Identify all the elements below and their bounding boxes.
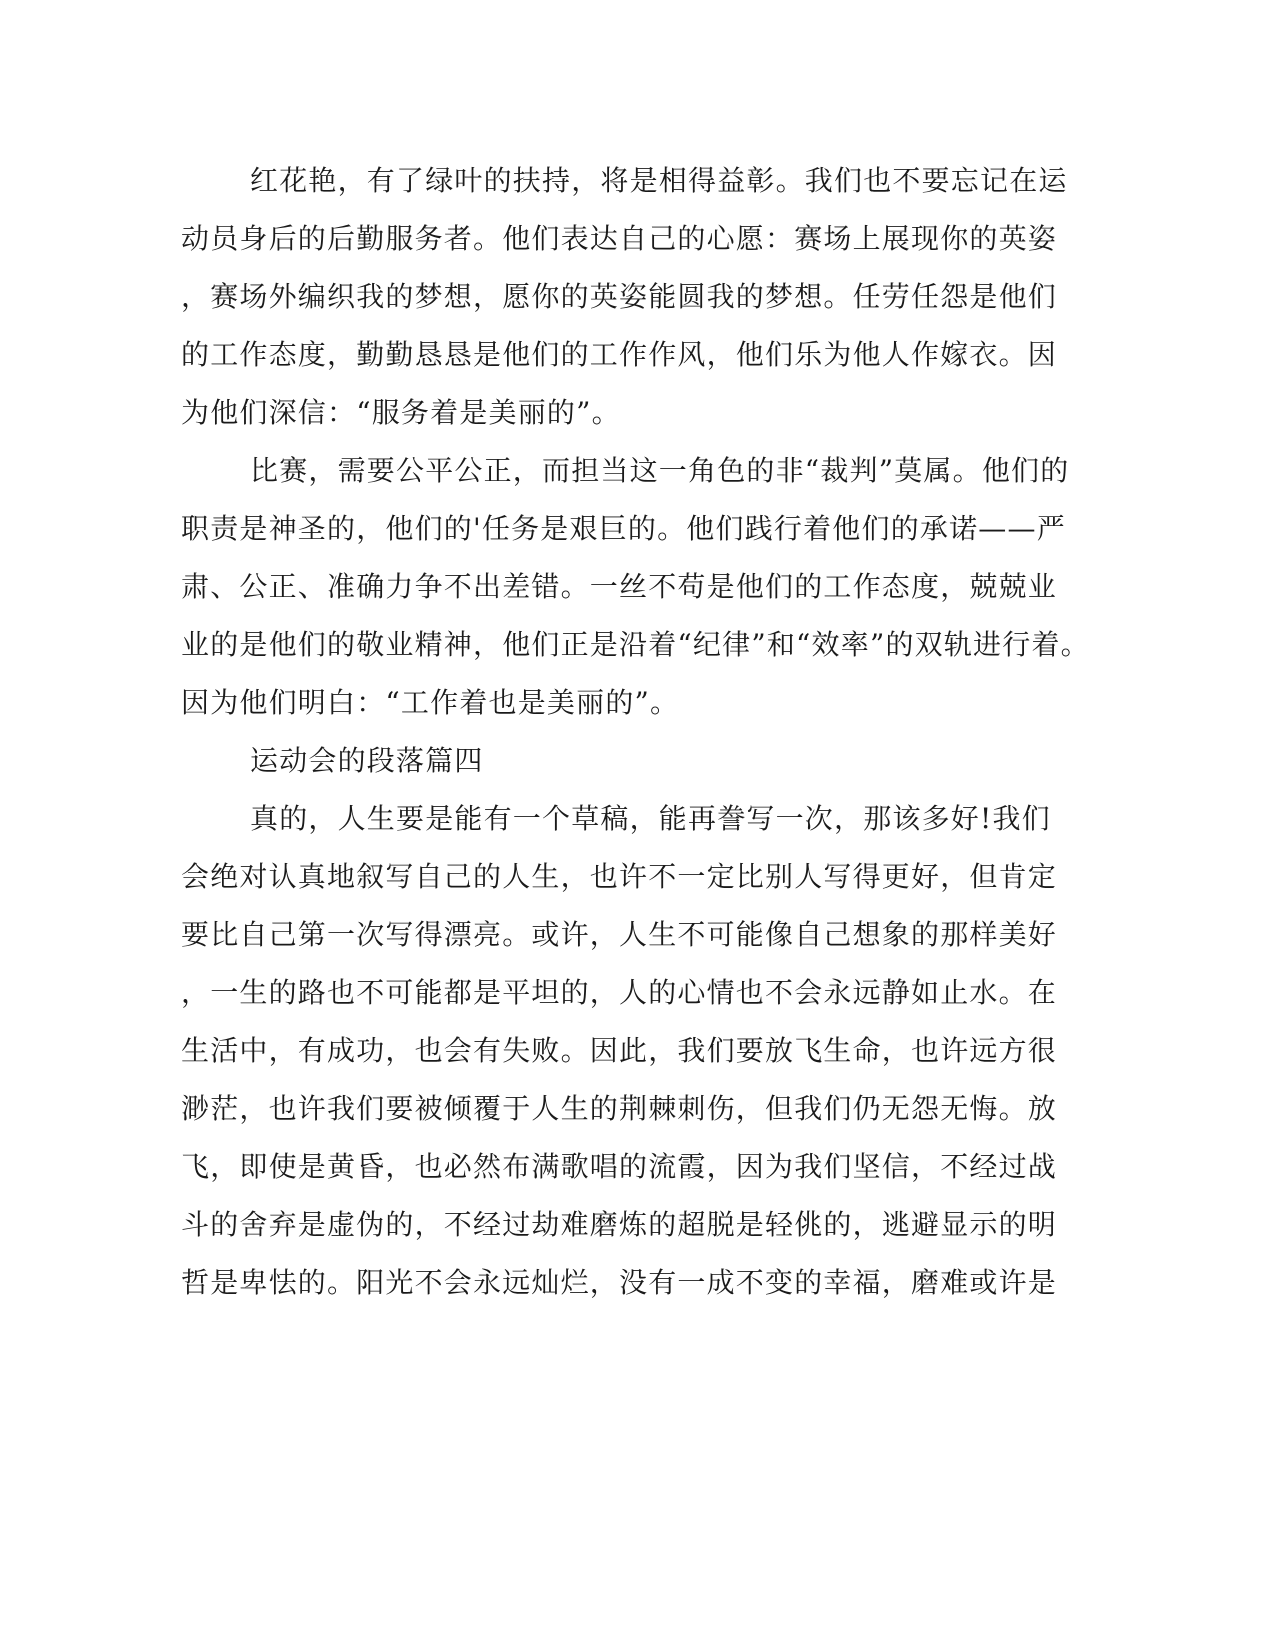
paragraph-2-line-4: 业的是他们的敬业精神，他们正是沿着“纪律”和“效率”的双轨进行着。	[181, 628, 1090, 661]
paragraph-2-line-3: 肃、公正、准确力争不出差错。一丝不苟是他们的工作态度，兢兢业	[181, 570, 1058, 603]
paragraph-3-line-4: ，一生的路也不可能都是平坦的，人的心情也不会永远静如止水。在	[181, 976, 1058, 1009]
paragraph-3-line-9: 哲是卑怯的。阳光不会永远灿烂，没有一成不变的幸福，磨难或许是	[181, 1266, 1058, 1299]
paragraph-3-line-1: 真的，人生要是能有一个草稿，能再誊写一次，那该多好!我们	[250, 802, 1051, 835]
paragraph-3-line-8: 斗的舍弃是虚伪的，不经过劫难磨炼的超脱是轻佻的，逃避显示的明	[181, 1208, 1058, 1241]
paragraph-2-line-1: 比赛，需要公平公正，而担当这一角色的非“裁判”莫属。他们的	[250, 454, 1070, 487]
paragraph-1-line-1: 红花艳，有了绿叶的扶持，将是相得益彰。我们也不要忘记在运	[250, 164, 1068, 197]
paragraph-1-line-2: 动员身后的后勤服务者。他们表达自己的心愿：赛场上展现你的英姿	[181, 222, 1058, 255]
paragraph-2-line-5: 因为他们明白：“工作着也是美丽的”。	[181, 686, 680, 719]
paragraph-3-line-5: 生活中，有成功，也会有失败。因此，我们要放飞生命，也许远方很	[181, 1034, 1058, 1067]
paragraph-1-line-4: 的工作态度，勤勤恳恳是他们的工作作风，他们乐为他人作嫁衣。因	[181, 338, 1058, 371]
paragraph-3-line-2: 会绝对认真地叙写自己的人生，也许不一定比别人写得更好，但肯定	[181, 860, 1058, 893]
paragraph-3-line-3: 要比自己第一次写得漂亮。或许，人生不可能像自己想象的那样美好	[181, 918, 1058, 951]
section-heading: 运动会的段落篇四	[250, 744, 484, 777]
paragraph-1-line-3: ，赛场外编织我的梦想，愿你的英姿能圆我的梦想。任劳任怨是他们	[181, 280, 1058, 313]
paragraph-2-line-2: 职责是神圣的，他们的'任务是艰巨的。他们践行着他们的承诺——严	[181, 512, 1066, 545]
paragraph-3-line-7: 飞，即使是黄昏，也必然布满歌唱的流霞，因为我们坚信，不经过战	[181, 1150, 1058, 1183]
paragraph-1-line-5: 为他们深信：“服务着是美丽的”。	[181, 396, 621, 429]
paragraph-3-line-6: 渺茫，也许我们要被倾覆于人生的荆棘刺伤，但我们仍无怨无悔。放	[181, 1092, 1058, 1125]
